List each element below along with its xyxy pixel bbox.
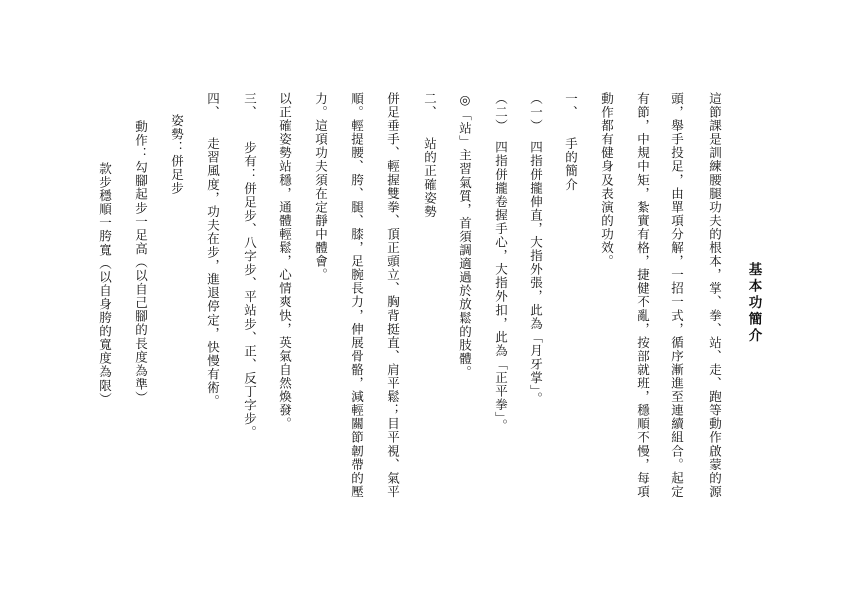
section-3-text: 步有：併足步、八字步、平站步、正、反丁字步。 — [242, 141, 258, 440]
item-1-text: 四指併攏伸直，大指外張，此為「月牙掌」。 — [528, 140, 544, 406]
section-1-note: ◎「站」主習氣質，首須調適過於放鬆的肢體。 — [457, 92, 473, 380]
stride-line: 款步穩順一胯寬（以自身胯的寬度為限） — [97, 162, 113, 406]
section-2-number: 二、 — [422, 92, 438, 120]
action-line: 動作：勾腳起步一足高（以自己腳的長度為準） — [133, 120, 149, 405]
item-1-number: （一） — [528, 92, 544, 133]
intro-line-3: 有節，中規中矩，紮實有格，捷健不亂，按部就班，穩順不慢，每項 — [635, 92, 651, 499]
section-4-text: 走習風度，功夫在步，進退停定，快慢有術。 — [205, 137, 221, 409]
item-2-number: （二） — [493, 92, 509, 133]
section-1-item-2 — [494, 92, 507, 433]
section-2-heading: 站的正確姿勢 — [422, 137, 438, 219]
section-4-number: 四、 — [205, 92, 221, 120]
intro-line-2: 頭，舉手投足，由單項分解，一招一式，循序漸進至連續組合。起定 — [669, 92, 685, 499]
section-2-heading-line — [423, 92, 436, 218]
section-1-number: 一、 — [563, 92, 579, 120]
section-2-line-4: 以正確姿勢站穩，通體輕鬆，心情爽快，英氣自然煥發。 — [277, 92, 293, 431]
section-2-line-1: 併足垂手、輕握雙拳、頂正頭立、胸背挺直、肩平鬆；目平視、氣平 — [385, 92, 401, 499]
posture-line: 姿勢：併足步 — [169, 114, 185, 196]
intro-line-1: 這節課是訓練腰腿功夫的根本，掌、拳、站、走、跑等動作啟蒙的源 — [707, 92, 723, 499]
section-3-number: 三、 — [242, 92, 258, 120]
intro-line-4: 動作都有健身及表演的功效。 — [599, 92, 615, 269]
page-title: 基本功簡介 — [745, 262, 762, 345]
section-1-heading: 手的簡介 — [563, 137, 579, 192]
item-2-text: 四指併攏卷握手心，大指外扣，此為「正平拳」。 — [493, 140, 509, 433]
section-3-line — [243, 92, 256, 439]
section-1-heading-line — [564, 92, 577, 191]
section-2-line-3: 力。這項功夫須在定靜中體會。 — [313, 92, 329, 282]
section-1-item-1 — [529, 92, 542, 405]
section-4-line — [206, 92, 219, 408]
section-2-line-2: 順。輕提腰、胯、腿、膝，足腕長力，伸展骨骼，減輕關節韌帶的壓 — [349, 92, 365, 499]
